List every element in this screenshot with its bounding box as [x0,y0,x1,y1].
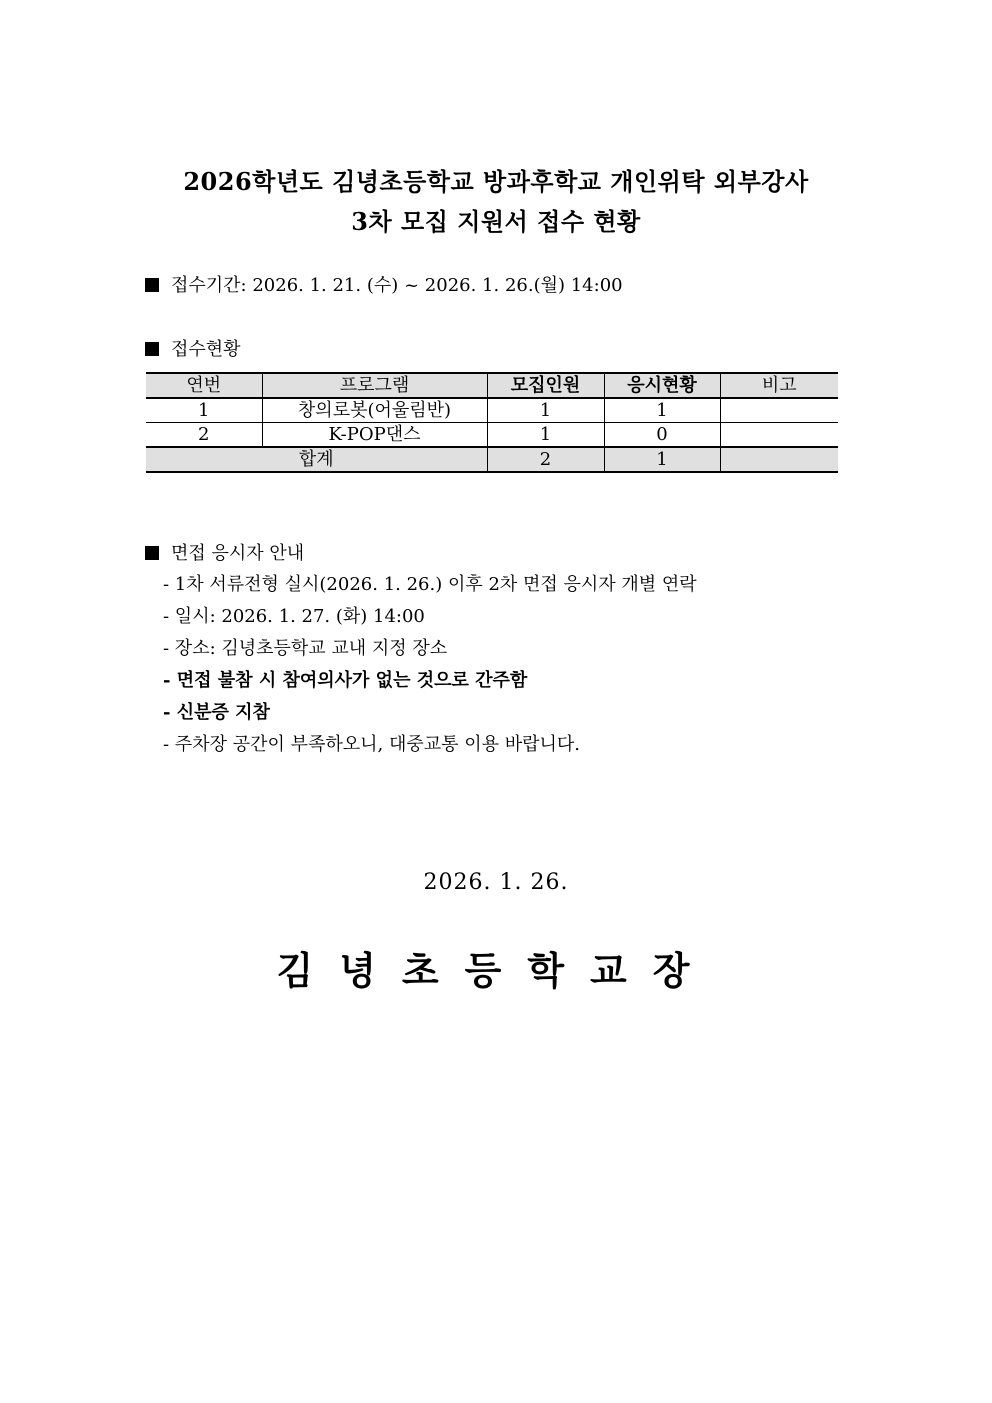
bullet-square-icon [145,278,159,292]
list-item: - 일시: 2026. 1. 27. (화) 14:00 [163,606,425,627]
period-section [145,271,623,297]
status-table [146,372,838,473]
list-item: - 면접 불참 시 참여의사가 없는 것으로 간주함 [163,670,528,691]
signer-name: 김녕초등학교장 [276,949,716,993]
document-title-line2: 3차 모집 지원서 접수 현황 [351,207,641,236]
status-heading: 접수현황 [171,339,241,360]
header-no: 연번 [146,373,262,398]
table-row [146,423,838,448]
total-applied: 1 [604,447,720,472]
list-item: - 신분증 지참 [163,702,270,723]
period-text: 접수기간: 2026. 1. 21. (수) ~ 2026. 1. 26.(월) 14:00 [171,275,623,296]
table-row [146,398,838,423]
interview-heading: 면접 응시자 안내 [171,543,305,564]
total-note [720,447,838,472]
cell-no: 2 [146,423,262,448]
cell-recruit: 1 [487,423,604,448]
total-recruit: 2 [487,447,604,472]
cell-program: K-POP댄스 [262,423,487,448]
list-item: - 1차 서류전형 실시(2026. 1. 26.) 이후 2차 면접 응시자 개별 연락 [163,574,697,595]
table-header-row [146,373,838,398]
cell-note [720,423,838,448]
cell-note [720,398,838,423]
bullet-square-icon [145,342,159,356]
cell-applied: 1 [604,398,720,423]
cell-applied: 0 [604,423,720,448]
cell-recruit: 1 [487,398,604,423]
cell-program: 창의로봇(어울림반) [262,398,487,423]
bullet-square-icon [145,546,159,560]
header-applied: 응시현황 [604,373,720,398]
table-total-row [146,447,838,472]
list-item: - 장소: 김녕초등학교 교내 지정 장소 [163,638,448,659]
interview-section [145,539,304,565]
document-date: 2026. 1. 26. [423,870,569,895]
document-title-line1: 2026학년도 김녕초등학교 방과후학교 개인위탁 외부강사 [183,167,809,196]
total-label: 합계 [146,447,487,472]
status-section [145,335,241,361]
list-item: - 주차장 공간이 부족하오니, 대중교통 이용 바랍니다. [163,734,581,755]
cell-no: 1 [146,398,262,423]
header-program: 프로그램 [262,373,487,398]
interview-notes-list [163,569,697,761]
header-note: 비고 [720,373,838,398]
header-recruit: 모집인원 [487,373,604,398]
